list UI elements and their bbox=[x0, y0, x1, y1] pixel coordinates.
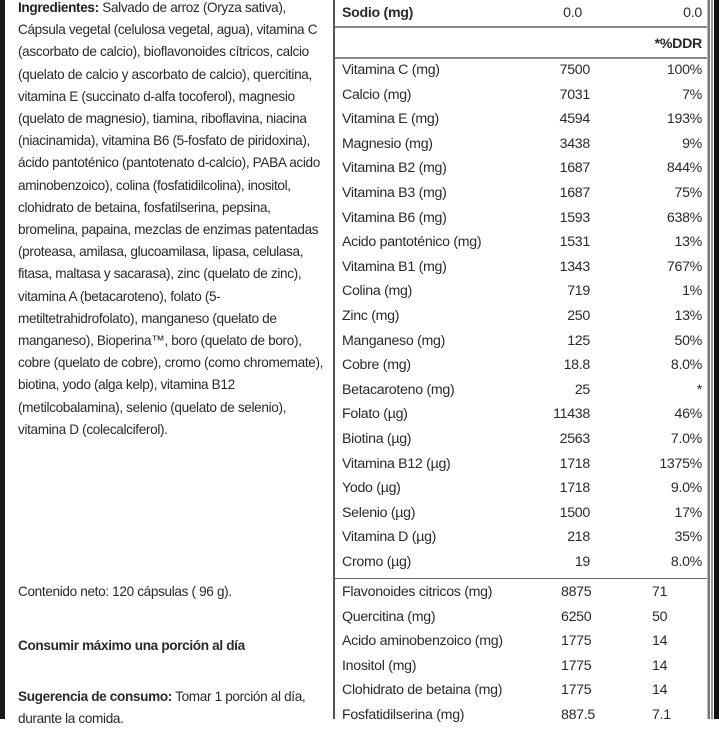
nutrient-pct: 8.0% bbox=[670, 357, 702, 374]
nutrient-amount: 18.8 bbox=[563, 357, 590, 374]
nutrient-name: Vitamina C (mg) bbox=[342, 62, 440, 78]
nutrient-pct: 8.0% bbox=[670, 554, 702, 570]
table-row bbox=[335, 477, 708, 499]
ingredients-text: Salvado de arroz (Oryza sativa), Cápsula vegetal (celulosa vegetal, agua), vitamina C (ascorbato de calcio), bioflavonoides cítricos, calcio (quelato de calcio y ascorbato de calcio), quercitina, vitamina E (succinato d-alfa tocoferol), magnesio (quelato de magnesio), tiamina, riboflavina, niacina (niacinamida), vitamina B6 (5-fosfato de piridoxina), ácido pantoténico (pantotenato d-calcio), PABA acido aminobenzoico), colina (fosfatidilcolina), inositol, clohidrato de betaina, fosfatilserina, pepsina, bromelina, papaina, mezclas de enzimas patentadas (proteasa, amilasa, glucoamilasa, lipasa, celulasa, fitasa, maltasa y sacarasa), zinc (quelato de zinc), vitamina A (betacaroteno), folato (5-metiltetrahidrofolato), manganeso (quelato de manganeso), Bioperina™, boro (quelato de boro), cobre (quelato de cobre), cromo (como chromemate), biotina, yodo (alga kelp), vitamina B12 (metilcobalamina), selenio (quelato de selenio), vitamina D (colecalciferol). bbox=[18, 0, 324, 437]
table-row bbox=[335, 679, 708, 701]
nutrient-amount: 218 bbox=[567, 529, 590, 546]
nutrient-pct: 0.0 bbox=[683, 5, 702, 21]
nutrient-name: Inositol (mg) bbox=[342, 657, 417, 674]
nutrient-name: Vitamina B2 (mg) bbox=[342, 160, 447, 177]
nutrient-name: Vitamina B1 (mg) bbox=[342, 258, 447, 275]
nutrient-amount: 887.5 bbox=[561, 707, 596, 723]
nutrient-pct: 9% bbox=[682, 135, 702, 152]
nutrient-name: Cobre (mg) bbox=[342, 357, 411, 374]
nutrient-name: Clohidrato de betaina (mg) bbox=[342, 682, 503, 699]
ddr-header-row bbox=[335, 33, 708, 55]
nutrient-amount: 8875 bbox=[561, 584, 592, 600]
nutrient-amount: 7500 bbox=[559, 62, 590, 78]
right-edge-border bbox=[714, 0, 719, 719]
nutrient-name: Magnesio (mg) bbox=[342, 135, 433, 152]
nutrient-amount: 1775 bbox=[561, 633, 592, 650]
table-row bbox=[335, 354, 708, 376]
nutrient-pct: 13% bbox=[674, 234, 702, 251]
nutrient-amount: 1718 bbox=[559, 455, 590, 472]
nutrient-amount: 0.0 bbox=[563, 5, 582, 21]
table-row bbox=[335, 379, 708, 401]
nutrient-amount: 19 bbox=[574, 554, 590, 570]
divider bbox=[335, 26, 708, 28]
table-row bbox=[335, 526, 708, 548]
nutrient-pct: 9.0% bbox=[670, 480, 702, 497]
table-row bbox=[335, 157, 708, 179]
nutrient-pct: 844% bbox=[666, 160, 702, 177]
nutrient-pct: 50% bbox=[674, 332, 702, 349]
nutrient-pct: 17% bbox=[674, 504, 702, 521]
nutrient-pct: 193% bbox=[666, 111, 702, 128]
table-row bbox=[335, 133, 708, 155]
nutrient-pct: 767% bbox=[666, 258, 702, 275]
ddr-header: *%DDR bbox=[654, 36, 702, 52]
table-row bbox=[335, 330, 708, 352]
nutrient-pct: 50 bbox=[652, 608, 668, 625]
table-row bbox=[335, 256, 708, 278]
nutrient-pct: 46% bbox=[674, 406, 702, 423]
nutrient-amount: 11438 bbox=[553, 406, 590, 423]
nutrient-pct: * bbox=[696, 381, 702, 398]
table-row bbox=[335, 581, 708, 603]
nutrient-amount: 1775 bbox=[561, 682, 592, 699]
table-row bbox=[335, 655, 708, 677]
ingredients-label: Ingredientes: bbox=[18, 0, 99, 15]
ingredients-paragraph bbox=[18, 0, 328, 441]
table-row bbox=[335, 108, 708, 130]
nutrient-amount: 719 bbox=[567, 283, 590, 300]
nutrient-name: Zinc (mg) bbox=[342, 308, 400, 324]
left-edge-border bbox=[0, 0, 5, 719]
net-content: Contenido neto: 120 cápsulas ( 96 g). bbox=[18, 584, 232, 599]
nutrient-amount: 25 bbox=[574, 381, 590, 398]
nutrient-amount: 4594 bbox=[559, 111, 590, 128]
nutrient-amount: 1775 bbox=[561, 657, 592, 674]
table-row bbox=[335, 207, 708, 229]
nutrient-amount: 2563 bbox=[559, 431, 590, 447]
table-row bbox=[335, 551, 708, 573]
nutrient-name: Vitamina E (mg) bbox=[342, 111, 439, 128]
table-row bbox=[335, 428, 708, 450]
right-table-border bbox=[707, 0, 713, 719]
table-row bbox=[335, 704, 708, 726]
nutrient-amount: 1718 bbox=[559, 480, 590, 497]
table-row bbox=[335, 403, 708, 425]
nutrient-name: Colina (mg) bbox=[342, 283, 413, 300]
nutrient-name: Betacaroteno (mg) bbox=[342, 381, 455, 398]
nutrient-name: Calcio (mg) bbox=[342, 86, 412, 103]
nutrient-amount: 1593 bbox=[559, 209, 590, 226]
nutrient-amount: 1531 bbox=[559, 234, 590, 251]
nutrient-amount: 1687 bbox=[559, 185, 590, 201]
nutrition-table bbox=[333, 0, 710, 723]
nutrient-name: Vitamina B12 (µg) bbox=[342, 455, 451, 472]
nutrient-name: Manganeso (mg) bbox=[342, 332, 446, 349]
table-row-sodium bbox=[335, 2, 708, 24]
suggestion-label: Sugerencia de consumo: bbox=[18, 689, 172, 704]
nutrient-pct: 35% bbox=[674, 529, 702, 546]
nutrient-name: Flavonoides citricos (mg) bbox=[342, 584, 493, 600]
nutrient-pct: 7% bbox=[682, 86, 702, 103]
nutrient-amount: 6250 bbox=[561, 608, 592, 625]
nutrient-pct: 1375% bbox=[659, 455, 702, 472]
ingredients-column bbox=[18, 0, 328, 727]
table-row bbox=[335, 182, 708, 204]
nutrient-pct: 7.1 bbox=[652, 707, 671, 723]
nutrient-name: Acido pantoténico (mg) bbox=[342, 234, 482, 251]
table-row bbox=[335, 59, 708, 81]
nutrient-name: Vitamina B3 (mg) bbox=[342, 185, 447, 201]
table-row bbox=[335, 231, 708, 253]
nutrient-name: Yodo (µg) bbox=[342, 480, 401, 497]
nutrient-pct: 100% bbox=[666, 62, 702, 78]
nutrient-amount: 250 bbox=[567, 308, 590, 324]
nutrient-name: Cromo (µg) bbox=[342, 554, 412, 570]
table-row bbox=[335, 606, 708, 628]
nutrient-name: Acido aminobenzoico (mg) bbox=[342, 633, 503, 650]
nutrient-name: Fosfatidilserina (mg) bbox=[342, 707, 465, 723]
suggestion-text: Tomar 1 porción al día, durante la comida. bbox=[18, 689, 306, 727]
nutrient-pct: 14 bbox=[652, 657, 668, 674]
nutrient-amount: 7031 bbox=[559, 86, 590, 103]
nutrient-name: Selenio (µg) bbox=[342, 504, 416, 521]
table-row bbox=[335, 84, 708, 106]
nutrient-amount: 3438 bbox=[559, 135, 590, 152]
nutrient-amount: 1687 bbox=[559, 160, 590, 177]
nutrient-amount: 1343 bbox=[559, 258, 590, 275]
max-portion-notice: Consumir máximo una porción al día bbox=[18, 638, 245, 653]
nutrient-pct: 14 bbox=[652, 682, 668, 699]
nutrient-pct: 7.0% bbox=[670, 431, 702, 447]
nutrient-name: Biotina (µg) bbox=[342, 431, 412, 447]
nutrient-name: Vitamina B6 (mg) bbox=[342, 209, 447, 226]
consumption-suggestion bbox=[18, 686, 328, 730]
table-row bbox=[335, 280, 708, 302]
nutrient-pct: 13% bbox=[674, 308, 702, 324]
nutrient-name: Sodio (mg) bbox=[342, 5, 414, 21]
nutrient-pct: 75% bbox=[674, 185, 702, 201]
nutrient-name: Quercitina (mg) bbox=[342, 608, 436, 625]
nutrient-pct: 638% bbox=[666, 209, 702, 226]
nutrient-amount: 125 bbox=[567, 332, 590, 349]
divider bbox=[335, 578, 708, 579]
nutrient-amount: 1500 bbox=[559, 504, 590, 521]
nutrient-pct: 71 bbox=[652, 584, 668, 600]
table-row bbox=[335, 453, 708, 475]
nutrient-name: Vitamina D (µg) bbox=[342, 529, 437, 546]
table-row bbox=[335, 630, 708, 652]
nutrient-pct: 14 bbox=[652, 633, 668, 650]
nutrient-name: Folato (µg) bbox=[342, 406, 408, 423]
table-row bbox=[335, 502, 708, 524]
nutrient-pct: 1% bbox=[682, 283, 702, 300]
table-row bbox=[335, 305, 708, 327]
